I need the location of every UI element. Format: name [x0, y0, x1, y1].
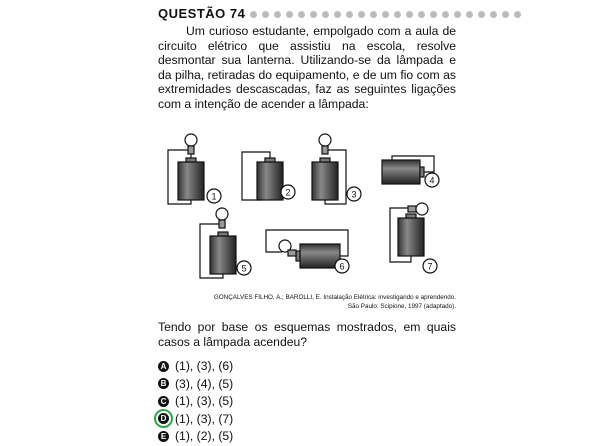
header-dots [250, 9, 521, 19]
circuit-label-7: 7 [427, 262, 432, 272]
option-e[interactable] [158, 428, 233, 444]
circuit-label-1: 1 [211, 192, 216, 202]
credit-line-1: GONÇALVES FILHO, A.; BAROLLI, E. Instalação Elétrica: investigando e aprendendo. [158, 294, 456, 303]
answer-options [158, 358, 233, 446]
option-a-text: (1), (3), (6) [175, 359, 233, 373]
option-b[interactable] [158, 376, 233, 392]
credit-line-2: São Paulo: Scipione, 1997 (adaptado). [158, 303, 456, 312]
option-b-text: (3), (4), (5) [175, 377, 233, 391]
circuit-1 [168, 134, 221, 204]
option-b-letter: B [158, 378, 169, 389]
circuit-4 [382, 156, 439, 187]
question-prompt: Tendo por base os esquemas mostrados, em quais casos a lâmpada acendeu? [158, 320, 456, 349]
question-title: QUESTÃO 74 [158, 6, 245, 21]
circuit-label-2: 2 [285, 188, 290, 198]
circuit-2 [242, 152, 295, 200]
question-header [158, 6, 458, 22]
option-d[interactable] [158, 411, 233, 427]
option-e-text: (1), (2), (5) [175, 429, 233, 443]
question-text: Um curioso estudante, empolgado com a aula de circuito elétrico que assistiu na escola, resolve desmontar sua lanterna. Utilizando-se da lâmpada e da pilha, retiradas do equipamento, e de um fio com as extremidades descascadas, faz as seguintes ligações com a intenção de acender a lâmpada: [158, 24, 456, 112]
option-c-text: (1), (3), (5) [175, 394, 233, 408]
circuit-label-4: 4 [429, 176, 434, 186]
option-c-letter: C [158, 396, 169, 407]
option-a-letter: A [158, 361, 169, 372]
option-a[interactable] [158, 358, 233, 374]
circuit-7 [390, 203, 437, 273]
option-d-letter: D [158, 413, 169, 424]
figure-credit [158, 294, 456, 311]
option-d-text: (1), (3), (7) [175, 412, 233, 426]
circuit-5 [200, 208, 251, 278]
circuit-6 [266, 230, 349, 273]
circuit-label-3: 3 [351, 190, 356, 200]
circuit-3 [312, 134, 361, 204]
circuit-figure [158, 126, 458, 284]
option-e-letter: E [158, 431, 169, 442]
circuit-label-5: 5 [241, 264, 246, 274]
circuit-label-6: 6 [339, 262, 344, 272]
option-c[interactable] [158, 393, 233, 409]
